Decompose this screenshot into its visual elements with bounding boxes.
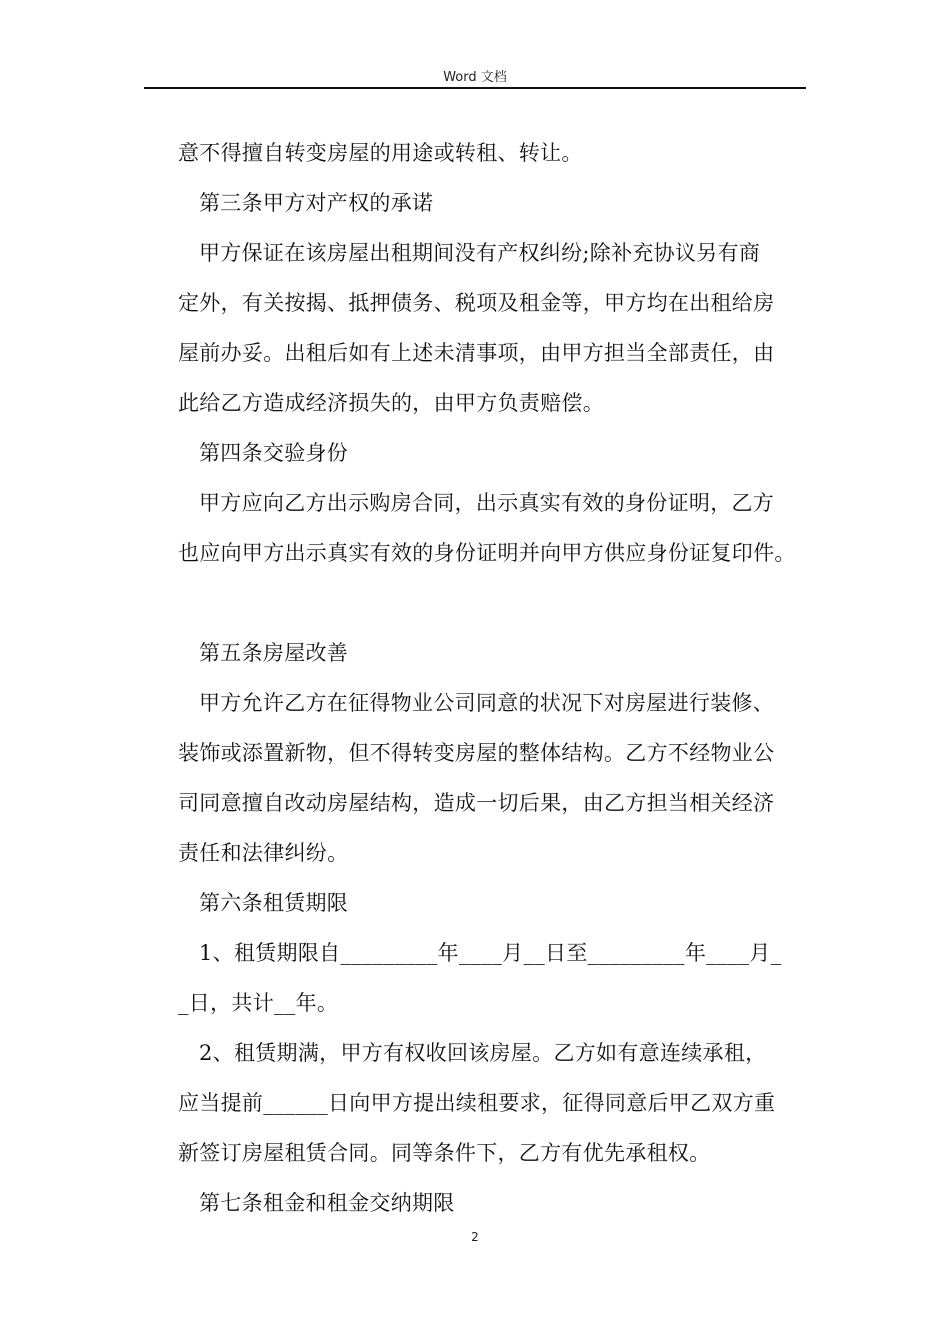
section-heading: 第七条租金和租金交纳期限 xyxy=(199,1191,455,1215)
text-line: 也应向甲方出示真实有效的身份证明并向甲方供应身份证复印件。 xyxy=(178,541,796,565)
section-heading: 第三条甲方对产权的承诺 xyxy=(199,191,434,215)
section-heading: 第四条交验身份 xyxy=(199,441,349,465)
text-line: 司同意擅自改动房屋结构，造成一切后果，由乙方担当相关经济 xyxy=(178,791,775,815)
paragraph-line: 1、租赁期限自_________年____月__日至_________年____月_ xyxy=(199,941,782,965)
header-divider xyxy=(144,87,806,89)
section-heading: 第六条租赁期限 xyxy=(199,891,349,915)
paragraph-line: 2、租赁期满，甲方有权收回该房屋。乙方如有意连续承租， xyxy=(199,1041,767,1065)
header-title: Word 文档 xyxy=(443,70,507,85)
text-line: 责任和法律纠纷。 xyxy=(178,841,349,865)
page-number: 2 xyxy=(471,1230,479,1244)
paragraph-line: 甲方应向乙方出示购房合同，出示真实有效的身份证明，乙方 xyxy=(199,491,775,515)
paragraph-line: 甲方保证在该房屋出租期间没有产权纠纷;除补充协议另有商 xyxy=(199,241,761,265)
text-line: 定外，有关按揭、抵押债务、税项及租金等，甲方均在出租给房 xyxy=(178,291,775,315)
text-line: 装饰或添置新物，但不得转变房屋的整体结构。乙方不经物业公 xyxy=(178,741,775,765)
paragraph-line: 甲方允许乙方在征得物业公司同意的状况下对房屋进行装修、 xyxy=(199,691,775,715)
text-line: 意不得擅自转变房屋的用途或转租、转让。 xyxy=(178,141,583,165)
section-heading: 第五条房屋改善 xyxy=(199,641,349,665)
text-line: 此给乙方造成经济损失的，由甲方负责赔偿。 xyxy=(178,391,604,415)
text-line: _日，共计__年。 xyxy=(178,991,339,1015)
blank-line xyxy=(178,580,818,630)
text-line: 应当提前______日向甲方提出续租要求，征得同意后甲乙双方重 xyxy=(178,1091,776,1115)
text-line: 屋前办妥。出租后如有上述未清事项，由甲方担当全部责任，由 xyxy=(178,341,775,365)
text-line: 新签订房屋租赁合同。同等条件下，乙方有优先承租权。 xyxy=(178,1141,711,1165)
document-body xyxy=(178,130,818,1230)
